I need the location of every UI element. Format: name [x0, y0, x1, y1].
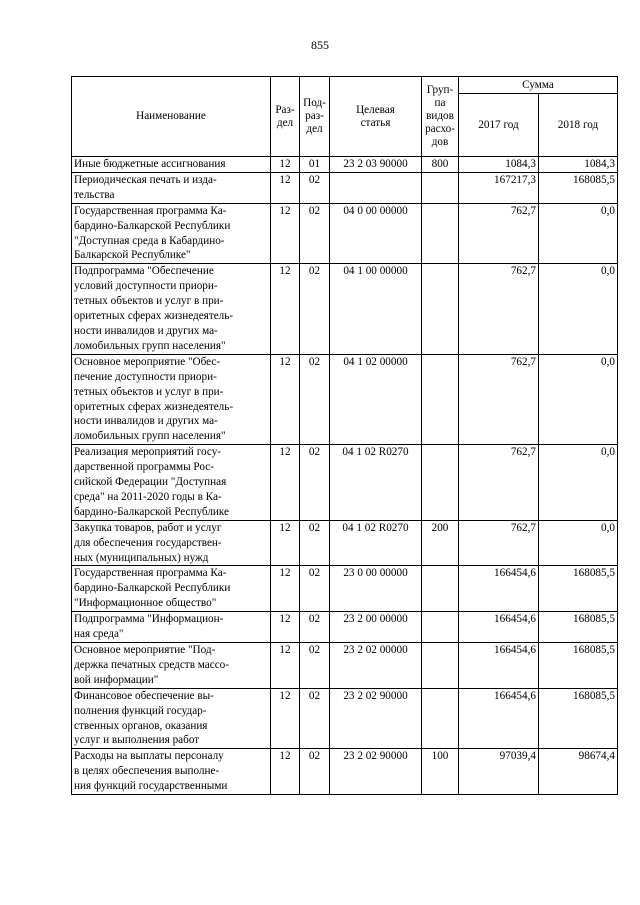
row-name	[72, 264, 271, 354]
row-sum-2017: 762,7	[459, 354, 539, 444]
row-subsection: 02	[300, 749, 330, 795]
row-name-line: "Доступная среда в Кабардино-	[74, 234, 225, 247]
row-subsection: 02	[300, 520, 330, 566]
row-sum-2017: 166454,6	[459, 612, 539, 643]
row-name-line: бардино-Балкарской Республики	[74, 219, 231, 232]
header-line: дел	[306, 123, 323, 135]
row-name-line: в целях обеспечения выполне-	[74, 765, 220, 778]
row-subsection: 02	[300, 566, 330, 612]
header-target-article	[330, 77, 422, 157]
row-section: 12	[271, 445, 300, 521]
row-target-article: 23 2 02 90000	[330, 749, 422, 795]
row-target-article: 04 1 02 R0270	[330, 520, 422, 566]
row-name	[72, 354, 271, 444]
row-sum-2018: 168085,5	[539, 172, 618, 203]
row-expense-group	[422, 688, 459, 749]
header-line: расхо-	[425, 123, 455, 135]
row-section: 12	[271, 612, 300, 643]
row-expense-group	[422, 643, 459, 689]
row-expense-group	[422, 354, 459, 444]
row-subsection: 02	[300, 688, 330, 749]
row-name-line: Расходы на выплаты персоналу	[74, 750, 224, 763]
row-sum-2017: 762,7	[459, 520, 539, 566]
row-sum-2017: 1084,3	[459, 157, 539, 173]
row-name	[72, 612, 271, 643]
header-section	[271, 77, 300, 157]
row-name-line: оритетных сферах жизнедеятель-	[74, 310, 234, 323]
row-sum-2017: 167217,3	[459, 172, 539, 203]
row-target-article: 23 2 00 00000	[330, 612, 422, 643]
row-name-line: тетных объектов и услуг в при-	[74, 385, 224, 398]
row-name-line: Государственная программа Ка-	[74, 567, 227, 580]
row-name-line: условий доступности приори-	[74, 280, 218, 293]
row-sum-2018: 168085,5	[539, 612, 618, 643]
row-name-line: Периодическая печать и изда-	[74, 173, 217, 186]
header-line: Целевая	[356, 103, 395, 116]
table-row	[72, 264, 618, 354]
row-name-line: Финансовое обеспечение вы-	[74, 689, 214, 702]
row-name-line: ломобильных групп населения"	[74, 430, 226, 443]
row-target-article	[330, 172, 422, 203]
row-sum-2018: 0,0	[539, 520, 618, 566]
header-year-2018: 2018 год	[539, 94, 618, 157]
row-sum-2017: 97039,4	[459, 749, 539, 795]
row-subsection: 02	[300, 445, 330, 521]
row-name	[72, 520, 271, 566]
row-name-line: "Информационное общество"	[74, 597, 217, 610]
row-sum-2017: 166454,6	[459, 643, 539, 689]
row-subsection: 02	[300, 172, 330, 203]
row-name-line: Основное мероприятие "Под-	[74, 644, 216, 656]
row-target-article: 04 0 00 00000	[330, 203, 422, 264]
row-name-line: Государственная программа Ка-	[74, 204, 227, 217]
row-name-line: печение доступности приори-	[74, 370, 217, 383]
row-name-line: полнения функций государ-	[74, 704, 207, 717]
row-section: 12	[271, 520, 300, 566]
row-section: 12	[271, 566, 300, 612]
row-sum-2017: 166454,6	[459, 566, 539, 612]
table-row	[72, 157, 618, 173]
row-subsection: 01	[300, 157, 330, 173]
row-expense-group	[422, 612, 459, 643]
row-target-article: 23 2 02 90000	[330, 688, 422, 749]
row-sum-2017: 166454,6	[459, 688, 539, 749]
row-section: 12	[271, 749, 300, 795]
header-line: Груп-	[426, 84, 454, 96]
row-sum-2017: 762,7	[459, 264, 539, 354]
table-row	[72, 612, 618, 643]
table-row	[72, 172, 618, 203]
header-subsection	[300, 77, 330, 157]
row-name-line: ности инвалидов и других ма-	[74, 415, 218, 428]
row-section: 12	[271, 172, 300, 203]
row-sum-2018: 0,0	[539, 445, 618, 521]
header-expense-group	[422, 77, 459, 157]
row-section: 12	[271, 157, 300, 173]
row-section: 12	[271, 264, 300, 354]
page-number: 855	[311, 38, 329, 52]
row-expense-group: 800	[422, 157, 459, 173]
row-name-line: бардино-Балкарской Республики	[74, 582, 231, 595]
header-name: Наименование	[72, 77, 271, 157]
row-name-line: услуг и выполнения работ	[74, 734, 200, 747]
row-name-line: ная среда"	[74, 628, 124, 641]
row-name	[72, 643, 271, 689]
row-name-line: среда" на 2011-2020 годы в Ка-	[74, 490, 222, 503]
row-name-line: Балкарской Республике"	[74, 249, 191, 262]
row-expense-group	[422, 445, 459, 521]
row-name-line: тельства	[74, 188, 115, 201]
row-name-line: ности инвалидов и других ма-	[74, 324, 218, 337]
row-subsection: 02	[300, 643, 330, 689]
table-row	[72, 566, 618, 612]
row-name	[72, 566, 271, 612]
row-target-article: 04 1 00 00000	[330, 264, 422, 354]
row-name-line: Подпрограмма "Обеспечение	[74, 265, 214, 278]
row-target-article: 23 2 03 90000	[330, 157, 422, 173]
row-section: 12	[271, 203, 300, 264]
table-row	[72, 203, 618, 264]
row-section: 12	[271, 643, 300, 689]
budget-table	[71, 76, 618, 795]
row-sum-2018: 98674,4	[539, 749, 618, 795]
row-name-line: ломобильных групп населения"	[74, 339, 226, 352]
row-name-line: тетных объектов и услуг в при-	[74, 295, 224, 308]
row-sum-2018: 1084,3	[539, 157, 618, 173]
header-line: раз-	[305, 110, 324, 122]
row-name	[72, 445, 271, 521]
row-name-line: бардино-Балкарской Республике	[74, 505, 230, 518]
row-subsection: 02	[300, 354, 330, 444]
row-name	[72, 172, 271, 203]
row-expense-group	[422, 172, 459, 203]
row-subsection: 02	[300, 264, 330, 354]
header-sum: Сумма	[459, 77, 618, 94]
row-name-line: Реализация мероприятий госу-	[74, 446, 222, 459]
row-target-article: 23 0 00 00000	[330, 566, 422, 612]
row-target-article: 23 2 02 00000	[330, 643, 422, 689]
table-row	[72, 643, 618, 689]
row-section: 12	[271, 688, 300, 749]
row-sum-2017: 762,7	[459, 203, 539, 264]
table-row	[72, 445, 618, 521]
row-name	[72, 203, 271, 264]
row-name-line: Подпрограмма "Информацион-	[74, 613, 224, 626]
row-expense-group	[422, 264, 459, 354]
header-line: па	[434, 97, 446, 109]
header-line: дов	[431, 136, 449, 148]
row-sum-2018: 168085,5	[539, 643, 618, 689]
row-target-article: 04 1 02 R0270	[330, 445, 422, 521]
table-row	[72, 688, 618, 749]
table-row	[72, 354, 618, 444]
row-name	[72, 157, 271, 173]
row-name	[72, 749, 271, 795]
row-expense-group	[422, 566, 459, 612]
row-name-line: Основное мероприятие "Обес-	[74, 355, 221, 368]
row-name-line: ственных органов, оказания	[74, 719, 208, 732]
row-name-line: дарственной программы Рос-	[74, 461, 214, 474]
row-sum-2017: 762,7	[459, 445, 539, 521]
row-name-line: держка печатных средств массо-	[74, 658, 229, 671]
header-line: статья	[360, 116, 391, 129]
row-name-line: Закупка товаров, работ и услуг	[74, 521, 222, 534]
header-line: дел	[276, 116, 294, 129]
row-section: 12	[271, 354, 300, 444]
row-sum-2018: 168085,5	[539, 688, 618, 749]
table-row	[72, 749, 618, 795]
row-sum-2018: 168085,5	[539, 566, 618, 612]
row-name-line: ных (муниципальных) нужд	[74, 551, 209, 564]
row-subsection: 02	[300, 203, 330, 264]
row-name-line: оритетных сферах жизнедеятель-	[74, 400, 234, 413]
header-line: Раз-	[275, 103, 295, 116]
header-line: видов	[426, 110, 454, 122]
row-name	[72, 688, 271, 749]
table-row	[72, 520, 618, 566]
row-sum-2018: 0,0	[539, 203, 618, 264]
row-target-article: 04 1 02 00000	[330, 354, 422, 444]
row-expense-group	[422, 203, 459, 264]
row-subsection: 02	[300, 612, 330, 643]
row-name-line: Иные бюджетные ассигнования	[74, 158, 226, 170]
row-name-line: для обеспечения государствен-	[74, 536, 222, 549]
row-name-line: ния функций государственными	[74, 780, 228, 793]
row-expense-group: 100	[422, 749, 459, 795]
header-line: Под-	[303, 97, 326, 109]
header-year-2017: 2017 год	[459, 94, 539, 157]
row-sum-2018: 0,0	[539, 264, 618, 354]
row-name-line: сийской Федерации "Доступная	[74, 476, 227, 489]
row-name-line: вой информации"	[74, 673, 159, 686]
row-sum-2018: 0,0	[539, 354, 618, 444]
row-expense-group: 200	[422, 520, 459, 566]
